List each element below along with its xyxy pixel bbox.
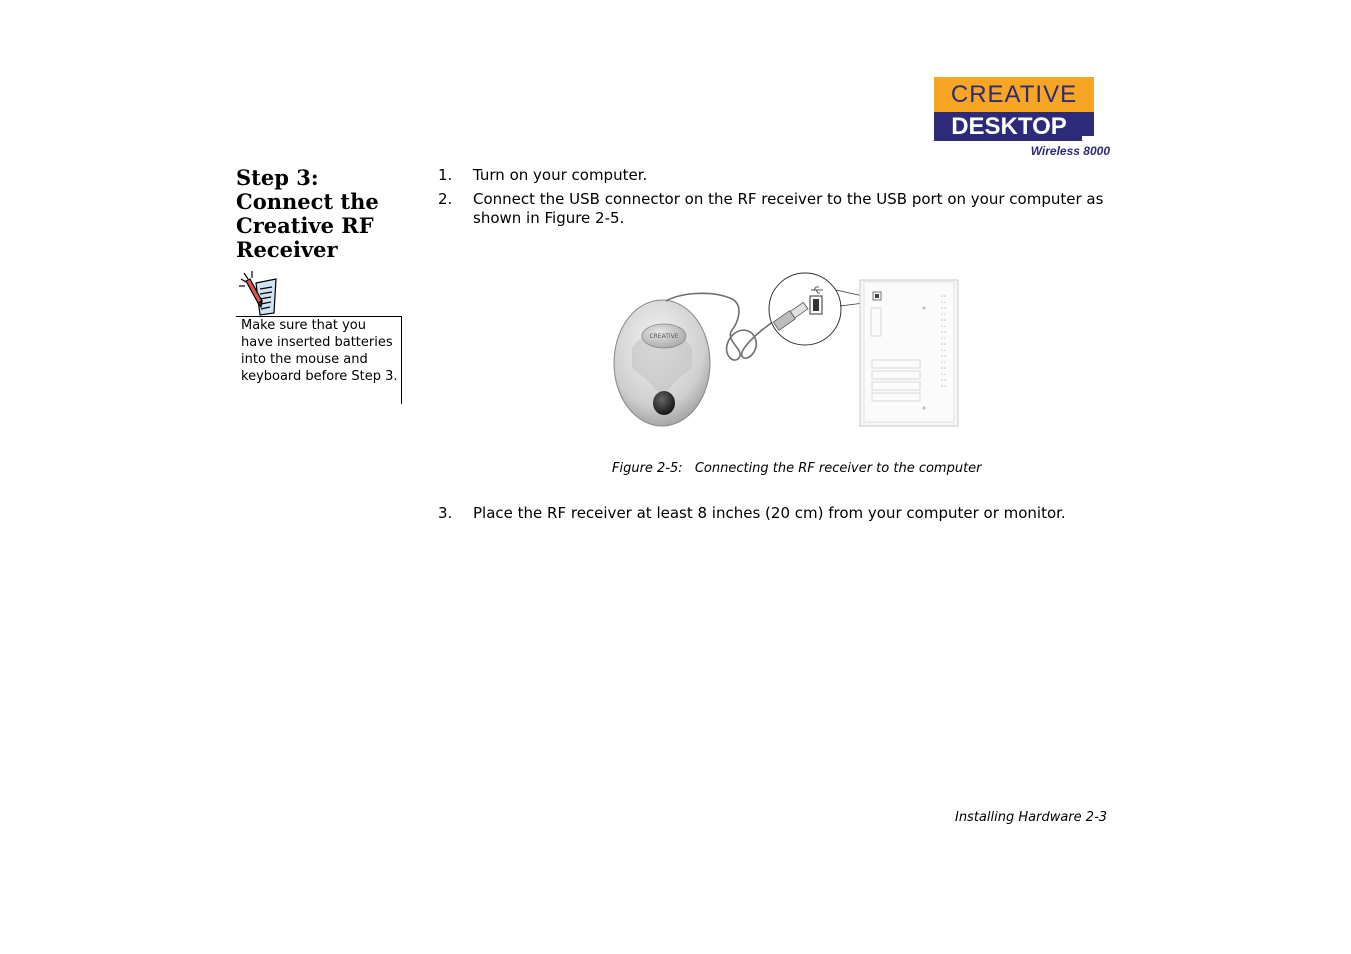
rf-receiver-connection-figure — [610, 268, 970, 432]
step-number: 3. — [438, 504, 453, 522]
figure-caption-text: Connecting the RF receiver to the computer — [694, 461, 982, 476]
logo-product-text: DESKTOP — [951, 113, 1067, 140]
rf-receiver — [614, 300, 710, 426]
step-text: Place the RF receiver at least 8 inches (20 cm) from your computer or monitor. — [473, 504, 1066, 522]
step-text: Turn on your computer. — [473, 166, 648, 184]
logo-brand-text: CREATIVE — [950, 81, 1078, 108]
section-heading: Step 3: Connect the Creative RF Receiver — [236, 165, 379, 262]
step-number: 2. — [438, 190, 453, 208]
page-footer: Installing Hardware 2-3 — [954, 810, 1107, 825]
step-text: Connect the USB connector on the RF receiver to the USB port on your computer as shown in Figure 2-5. — [473, 190, 1104, 227]
usb-port-zoom-circle — [769, 273, 841, 345]
computer-tower — [860, 280, 958, 426]
creative-desktop-logo — [934, 77, 1110, 159]
logo-notch — [1082, 136, 1094, 142]
logo-model-text: Wireless 8000 — [1030, 144, 1110, 158]
figure-caption-label: Figure 2-5: — [612, 461, 683, 476]
note-text: Make sure that you have inserted batteries into the mouse and keyboard before Step 3. — [241, 318, 398, 384]
step-number: 1. — [438, 166, 453, 184]
receiver-brand-label: CREATIVE — [649, 333, 679, 340]
figure-caption — [612, 461, 982, 477]
note-pad-pencil-icon — [238, 271, 280, 317]
